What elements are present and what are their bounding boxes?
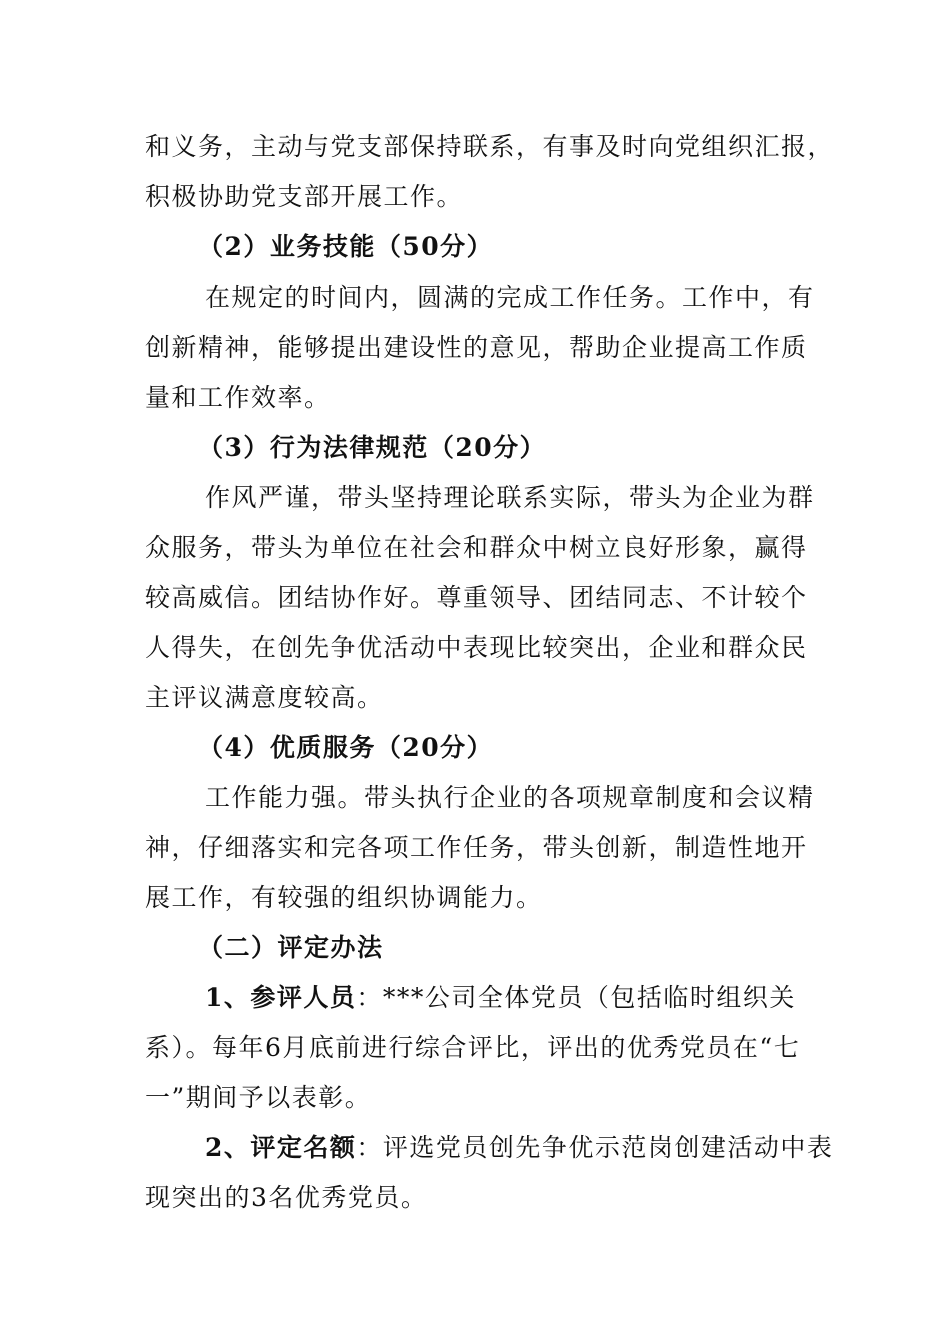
paragraph-line: 现突出的3名优秀党员。 — [145, 1183, 428, 1212]
paragraph-line — [205, 983, 796, 1013]
paragraph-line: 和义务，主动与党支部保持联系，有事及时向党组织汇报， — [145, 132, 835, 161]
item-text: ：评选党员创先争优示范岗创建活动中表 — [356, 1133, 834, 1162]
paragraph-line: 系）。每年6月底前进行综合评比，评出的优秀党员在“七 — [145, 1033, 801, 1062]
paragraph-line: 量和工作效率。 — [145, 383, 331, 412]
paragraph-line: 一”期间予以表彰。 — [145, 1083, 372, 1112]
section-heading: （二）评定办法 — [198, 933, 384, 962]
paragraph-line: 主评议满意度较高。 — [145, 683, 384, 712]
paragraph-line: 在规定的时间内，圆满的完成工作任务。工作中，有 — [205, 283, 815, 312]
item-label: 1、参评人员 — [205, 983, 357, 1012]
section-heading: （3）行为法律规范（20分） — [198, 433, 547, 462]
paragraph-line: 人得失，在创先争优活动中表现比较突出，企业和群众民 — [145, 633, 808, 662]
paragraph-line: 积极协助党支部开展工作。 — [145, 182, 464, 211]
paragraph-line: 作风严谨，带头坚持理论联系实际，带头为企业为群 — [205, 483, 815, 512]
section-heading: （4）优质服务（20分） — [198, 733, 494, 762]
paragraph-line: 较高威信。团结协作好。尊重领导、团结同志、不计较个 — [145, 583, 808, 612]
paragraph-line: 众服务，带头为单位在社会和群众中树立良好形象，赢得 — [145, 533, 808, 562]
item-label: 2、评定名额 — [205, 1133, 357, 1162]
paragraph-line: 工作能力强。带头执行企业的各项规章制度和会议精 — [205, 783, 815, 812]
item-text: ：***公司全体党员（包括临时组织关 — [356, 983, 796, 1012]
paragraph-line: 神，仔细落实和完各项工作任务，带头创新，制造性地开 — [145, 833, 808, 862]
paragraph-line: 创新精神，能够提出建设性的意见，帮助企业提高工作质 — [145, 333, 808, 362]
paragraph-line — [205, 1133, 833, 1163]
section-heading: （2）业务技能（50分） — [198, 232, 494, 261]
paragraph-line: 展工作，有较强的组织协调能力。 — [145, 883, 543, 912]
